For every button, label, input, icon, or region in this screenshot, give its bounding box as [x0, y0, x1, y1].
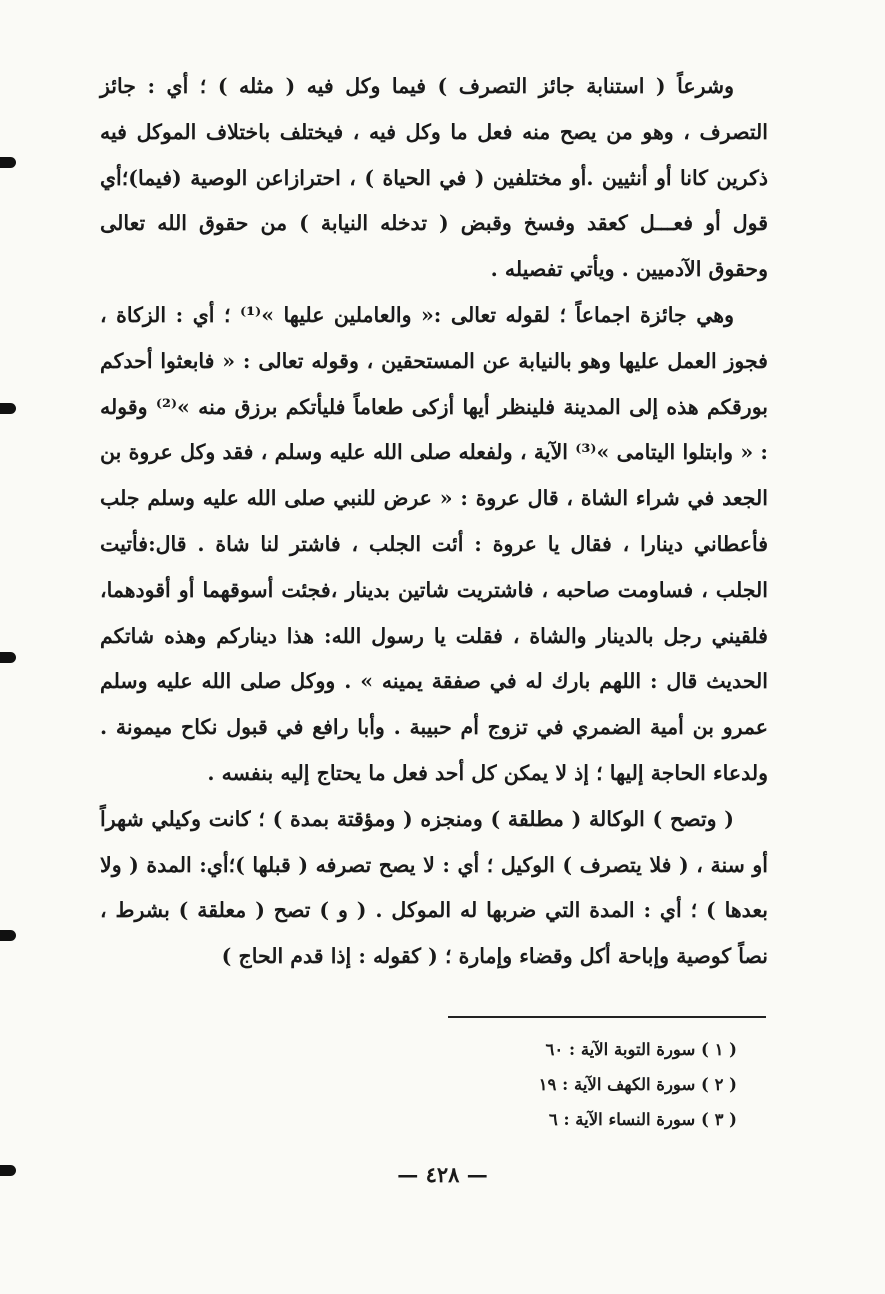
footnote-2: ( ٢ ) سورة الكهف الآية : ١٩ [538, 1075, 737, 1094]
main-text [100, 64, 768, 980]
binding-mark [0, 1165, 16, 1176]
footnote-divider [448, 1016, 766, 1018]
footnote-3: ( ٣ ) سورة النساء الآية : ٦ [548, 1110, 737, 1129]
binding-mark [0, 157, 16, 168]
paragraph-evidence: وهي جائزة اجماعاً ؛ لقوله تعالى :« والعاملين عليها »⁽¹⁾ ؛ أي : الزكاة ، فجوز العمل عليها وهو بالنيابة عن المستحقين ، وقوله تعالى : « فابعثوا أحدكم بورقكم هذه إلى المدينة فلينظر أيها أزكى طعاماً فليأتكم برزق منه »⁽²⁾ وقوله : « وابتلوا اليتامى »⁽³⁾ الآية ، ولفعله صلى الله عليه وسلم ، فقد وكل عروة بن الجعد في شراء الشاة ، قال عروة : « عرض للنبي صلى الله عليه وسلم جلب فأعطاني دينارا ، فقال يا عروة : أئت الجلب ، فاشتر لنا شاة . قال:فأتيت الجلب ، فساومت صاحبه ، فاشتريت شاتين بدينار ،فجئت أسوقهما أو أقودهما، فلقيني رجل بالدينار والشاة ، فقلت يا رسول الله: هذا ديناركم وهذه شاتكم الحديث قال : اللهم بارك له في صفقة يمينه » . ووكل صلى الله عليه وسلم عمرو بن أمية الضمري في تزوج أم حبيبة . وأبا رافع في قبول نكاح ميمونة . ولدعاء الحاجة إليها ؛ إذ لا يمكن كل أحد فعل ما يحتاج إليه بنفسه . [100, 302, 768, 785]
page-number: — ٤٢٨ — [397, 1162, 488, 1187]
paragraph-definition: وشرعاً ( استنابة جائز التصرف ) فيما وكل فيه ( مثله ) ؛ أي : جائز التصرف ، وهو من يصح منه فعل ما وكل فيه ، فيختلف باختلاف الموكل فيه ذكرين كانا أو أنثيين .أو مختلفين ( في الحياة ) ، احترازاعن الوصية (فيما)؛أي قول أو فعـــل كعقد وفسخ وقبض ( تدخله النيابة ) من حقوق الله تعالى وحقوق الآدميين . ويأتي تفصيله . [100, 74, 768, 282]
binding-mark [0, 930, 16, 941]
binding-mark [0, 652, 16, 663]
paragraph-conditions: ( وتصح ) الوكالة ( مطلقة ) ومنجزه ( ومؤقتة بمدة ) ؛ كانت وكيلي شهراً أو سنة ، ( فلا يتصرف ) الوكيل ؛ أي : لا يصح تصرفه ( قبلها )؛أي: المدة ( ولا بعدها ) ؛ أي : المدة التي ضربها له الموكل . ( و ) تصح ( معلقة ) بشرط ، نصاً كوصية وإباحة أكل وقضاء وإمارة ؛ ( كقوله : إذا قدم الحاج ) [100, 806, 768, 969]
binding-mark [0, 403, 16, 414]
footnote-1: ( ١ ) سورة التوبة الآية : ٦٠ [545, 1040, 737, 1059]
footnotes [539, 1032, 737, 1137]
